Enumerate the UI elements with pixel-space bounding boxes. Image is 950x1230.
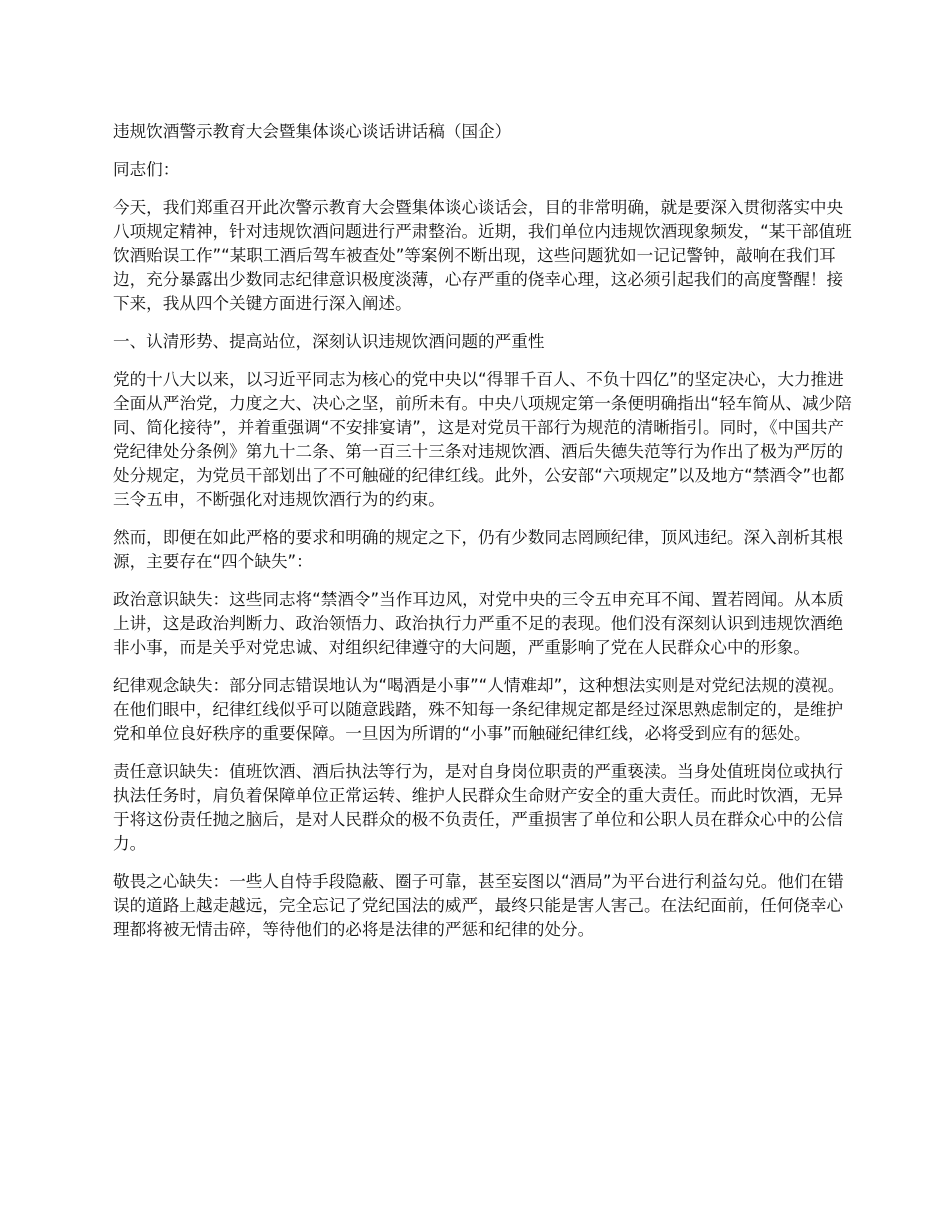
document-title: 违规饮酒警示教育大会暨集体谈心谈话讲话稿（国企） — [113, 122, 512, 141]
salutation: 同志们： — [113, 160, 180, 179]
paragraph-background: 党的十八大以来，以习近平同志为核心的党中央以“得罪千百人、不负十四亿”的坚定决心，大力推进全面从严治党，力度之大、决心之坚，前所未有。中央八项规定第一条便明确指出“轻车简从、减少陪同、简化接待”，并着重强调“不安排宴请”，这是对党员干部行为规范的清晰指引。同时，《中国共产党纪律处分条例》第九十二条、第一百三十三条对违规饮酒、酒后失德失范等行为作出了极为严厉的处分规定，为党员干部划出了不可触碰的纪律红线。此外，公安部“六项规定”以及地方“禁酒令”也都三令五申，不断强化对违规饮酒行为的约束。 — [113, 370, 852, 509]
paragraph-intro: 今天，我们郑重召开此次警示教育大会暨集体谈心谈话会，目的非常明确，就是要深入贯彻落实中央八项规定精神，针对违规饮酒问题进行严肃整治。近期，我们单位内违规饮酒现象频发，“某干部值班饮酒贻误工作”“某职工酒后驾车被查处”等案例不断出现，这些问题犹如一记记警钟，敲响在我们耳边，充分暴露出少数同志纪律意识极度淡薄，心存严重的侥幸心理，这必须引起我们的高度警醒！接下来，我从四个关键方面进行深入阐述。 — [113, 198, 852, 313]
paragraph-political-awareness: 政治意识缺失：这些同志将“禁酒令”当作耳边风，对党中央的三令五申充耳不闻、置若罔闻。从本质上讲，这是政治判断力、政治领悟力、政治执行力严重不足的表现。他们没有深刻认识到违规饮酒绝非小事，而是关乎对党忠诚、对组织纪律遵守的大问题，严重影响了党在人民群众心中的形象。 — [113, 590, 844, 657]
paragraph-four-deficiencies: 然而，即便在如此严格的要求和明确的规定之下，仍有少数同志罔顾纪律，顶风违纪。深入剖析其根源，主要存在“四个缺失”： — [113, 528, 844, 571]
paragraph-responsibility: 责任意识缺失：值班饮酒、酒后执法等行为，是对自身岗位职责的严重亵渎。当身处值班岗位或执行执法任务时，肩负着保障单位正常运转、维护人民群众生命财产安全的重大责任。而此时饮酒，无异于将这份责任抛之脑后，是对人民群众的极不负责任，严重损害了单位和公职人员在群众心中的公信力。 — [113, 762, 844, 853]
section-heading-1: 一、认清形势、提高站位，深刻认识违规饮酒问题的严重性 — [113, 332, 545, 351]
document-page — [113, 120, 853, 956]
paragraph-discipline-concept: 纪律观念缺失：部分同志错误地认为“喝酒是小事”“人情难却”，这种想法实则是对党纪法规的漠视。在他们眼中，纪律红线似乎可以随意践踏，殊不知每一条纪律规定都是经过深思熟虑制定的，是维护党和单位良好秩序的重要保障。一旦因为所谓的“小事”而触碰纪律红线，必将受到应有的惩处。 — [113, 676, 845, 743]
paragraph-reverence: 敬畏之心缺失：一些人自恃手段隐蔽、圈子可靠，甚至妄图以“酒局”为平台进行利益勾兑。他们在错误的道路上越走越远，完全忘记了党纪国法的威严，最终只能是害人害己。在法纪面前，任何侥幸心理都将被无情击碎，等待他们的必将是法律的严惩和纪律的处分。 — [113, 872, 844, 939]
